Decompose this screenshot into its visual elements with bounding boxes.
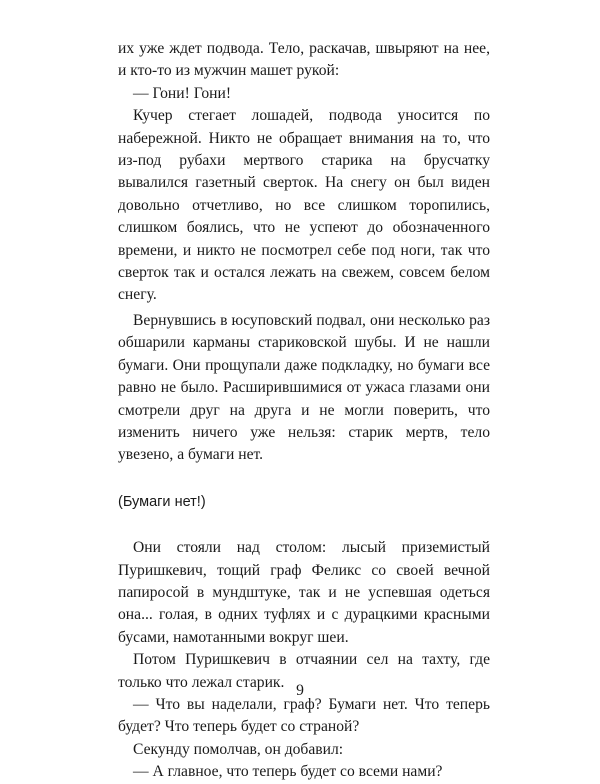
paragraph: Потом Пуришкевич в отчаянии сел на тахту, где только что лежал старик.	[118, 651, 490, 691]
paragraph: Они стояли над столом: лысый приземистый Пуришкевич, тощий граф Феликс со своей вечной папиросой в мундштуке, так и не успевшая одеться она... голая, в одних туфлях и с дурацкими красными бусами, намотанными вокруг шеи.	[118, 539, 490, 646]
page-number: 9	[296, 682, 304, 699]
paragraph: — Что вы наделали, граф? Бумаги нет. Что теперь будет? Что теперь будет со страной?	[118, 695, 490, 736]
paragraph: Вернувшись в юсуповский подвал, они несколько раз обшарили карманы стариковской шубы. И не нашли бумаги. Они прощупали даже подкладку, но бумаги все равно не было. Расширившимися от ужаса глазами они смотрели друг на друга и не могли поверить, что изменить ничего уже нельзя: старик мертв, тело увезено, а бумаги нет.	[118, 311, 490, 464]
paragraph: Кучер стегает лошадей, подвода уносится по набережной. Никто не обращает внимания на то, что из-под рубахи мертвого старика на брусчатку вывалился газетный сверток. На снегу он был виден довольно отчетливо, но все слишком торопились, слишком боялись, что не успеют до обозначенного времени, и никто не посмотрел себе под ноги, так что сверток так и остался лежать на свежем, совсем белом снегу.	[118, 107, 490, 304]
paragraph: Секунду помолчав, он добавил:	[133, 740, 344, 758]
paragraph: — А главное, что теперь будет со всеми нами?	[133, 763, 443, 781]
section-heading: (Бумаги нет!)	[118, 493, 206, 510]
paragraph: — Гони! Гони!	[133, 84, 232, 102]
paragraph: их уже ждет подвода. Тело, раскачав, швыряют на нее, и кто-то из мужчин машет рукой:	[118, 40, 490, 80]
body-text	[118, 38, 490, 784]
